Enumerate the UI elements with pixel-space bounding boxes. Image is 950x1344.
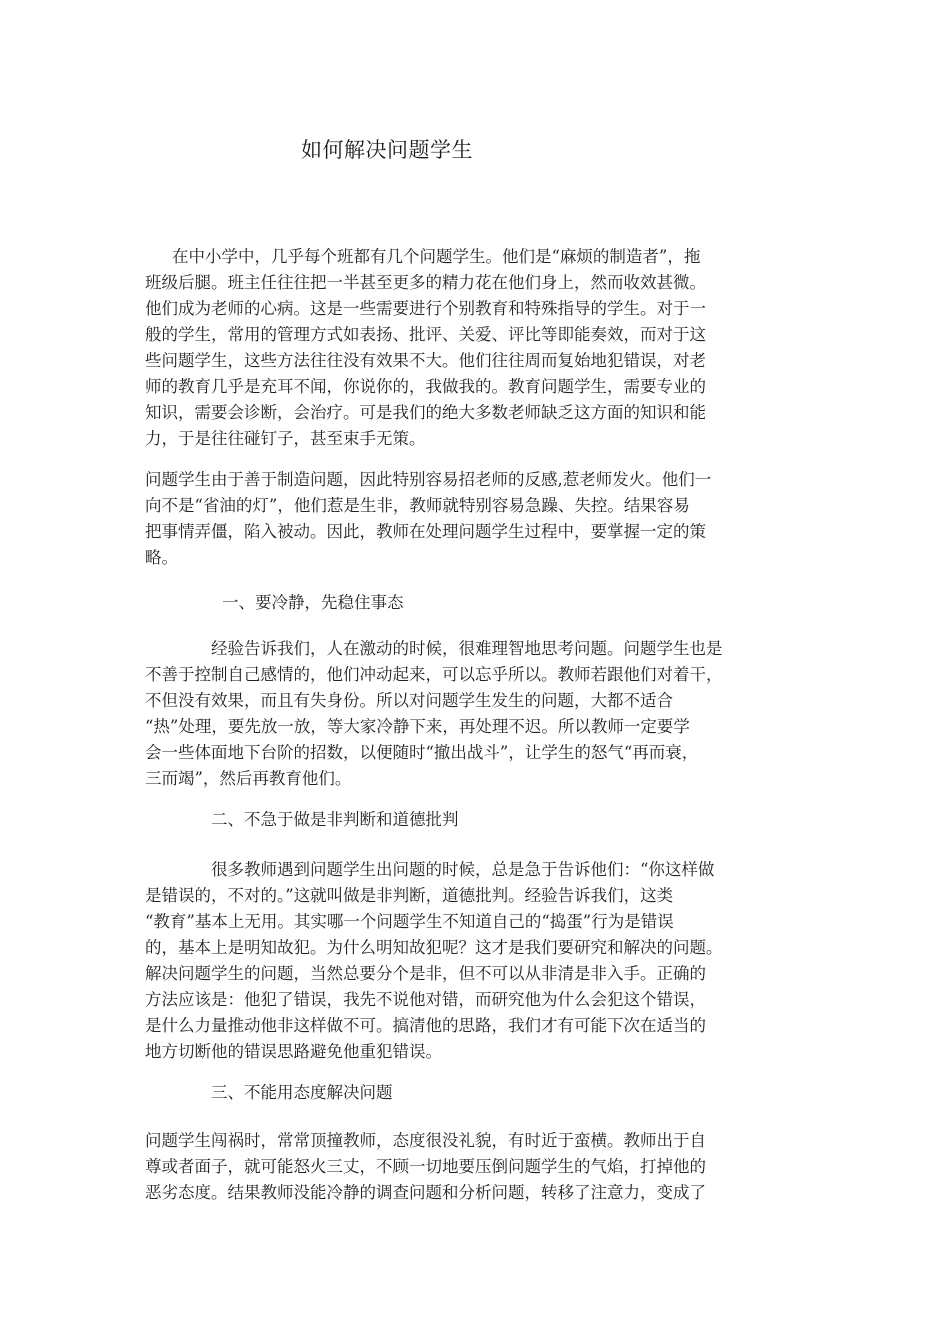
- section-heading-1: 一、要冷静，先稳住事态: [222, 593, 404, 612]
- paragraph-line: 不善于控制自己感情的，他们冲动起来，可以忘乎所以。教师若跟他们对着干，: [145, 665, 723, 684]
- paragraph-line: 他们成为老师的心病。这是一些需要进行个别教育和特殊指导的学生。对于一: [145, 299, 706, 318]
- section-heading-2: 二、不急于做是非判断和道德批判: [211, 810, 459, 829]
- paragraph-line: 的，基本上是明知故犯。为什么明知故犯呢？这才是我们要研究和解决的问题。: [145, 938, 723, 957]
- paragraph-line: 般的学生，常用的管理方式如表扬、批评、关爱、评比等即能奏效，而对于这: [145, 325, 706, 344]
- paragraph-line: 力，于是往往碰钉子，甚至束手无策。: [145, 429, 426, 448]
- paragraph-line: “热”处理，要先放一放，等大家冷静下来，再处理不迟。所以教师一定要学: [145, 717, 690, 736]
- paragraph-line: 班级后腿。班主任往往把一半甚至更多的精力花在他们身上，然而收效甚微。: [145, 273, 706, 292]
- paragraph-line: 三而竭”，然后再教育他们。: [145, 769, 352, 788]
- paragraph-line: 略。: [145, 548, 178, 567]
- paragraph-line: 经验告诉我们，人在激动的时候，很难理智地思考问题。问题学生也是: [211, 639, 723, 658]
- paragraph-line: 方法应该是：他犯了错误，我先不说他对错，而研究他为什么会犯这个错误，: [145, 990, 706, 1009]
- section-heading-3: 三、不能用态度解决问题: [211, 1083, 393, 1102]
- paragraph-line: 些问题学生，这些方法往往没有效果不大。他们往往周而复始地犯错误，对老: [145, 351, 706, 370]
- paragraph-line: 恶劣态度。结果教师没能冷静的调查问题和分析问题，转移了注意力，变成了: [145, 1183, 706, 1202]
- paragraph-line: 是什么力量推动他非这样做不可。搞清他的思路，我们才有可能下次在适当的: [145, 1016, 706, 1035]
- paragraph-line: 地方切断他的错误思路避免他重犯错误。: [145, 1042, 442, 1061]
- paragraph-line: 会一些体面地下台阶的招数，以便随时“撤出战斗”，让学生的怒气“再而衰，: [145, 743, 699, 762]
- paragraph-line: 很多教师遇到问题学生出问题的时候，总是急于告诉他们：“你这样做: [211, 860, 715, 879]
- paragraph-line: 尊或者面子，就可能怒火三丈，不顾一切地要压倒问题学生的气焰，打掉他的: [145, 1157, 706, 1176]
- paragraph-line: 知识，需要会诊断，会治疗。可是我们的绝大多数老师缺乏这方面的知识和能: [145, 403, 706, 422]
- paragraph-line: 是错误的，不对的。”这就叫做是非判断，道德批判。经验告诉我们，这类: [145, 886, 674, 905]
- paragraph-line: 解决问题学生的问题，当然总要分个是非，但不可以从非清是非入手。正确的: [145, 964, 706, 983]
- paragraph-line: 在中小学中，几乎每个班都有几个问题学生。他们是“麻烦的制造者”，拖: [172, 247, 701, 266]
- paragraph-line: 问题学生由于善于制造问题，因此特别容易招老师的反感,惹老师发火。他们一: [145, 470, 712, 489]
- document-title: 如何解决问题学生: [301, 138, 473, 162]
- paragraph-line: 把事情弄僵，陷入被动。因此，教师在处理问题学生过程中，要掌握一定的策: [145, 522, 706, 541]
- paragraph-line: “教育”基本上无用。其实哪一个问题学生不知道自己的“捣蛋”行为是错误: [145, 912, 674, 931]
- paragraph-line: 向不是“省油的灯”，他们惹是生非，教师就特别容易急躁、失控。结果容易: [145, 496, 690, 515]
- paragraph-line: 师的教育几乎是充耳不闻，你说你的，我做我的。教育问题学生，需要专业的: [145, 377, 706, 396]
- paragraph-line: 问题学生闯祸时，常常顶撞教师，态度很没礼貌，有时近于蛮横。教师出于自: [145, 1131, 706, 1150]
- paragraph-line: 不但没有效果，而且有失身份。所以对问题学生发生的问题，大都不适合: [145, 691, 673, 710]
